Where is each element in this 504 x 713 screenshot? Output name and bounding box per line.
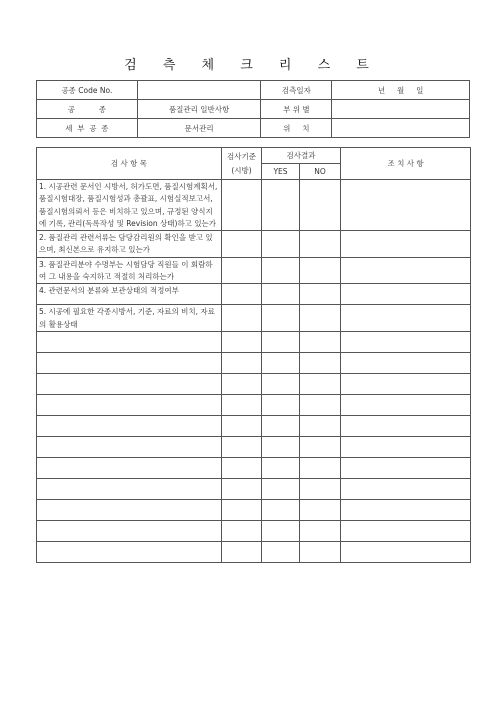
location-value[interactable]	[332, 119, 470, 138]
table-row	[37, 257, 471, 284]
criteria-cell[interactable]	[222, 415, 262, 436]
criteria-column-header	[222, 148, 262, 180]
yes-cell[interactable]	[262, 305, 300, 332]
inspection-item-5: 5. 시공에 필요한 각종시방서, 기준, 자료의 비치, 자료의 활용상태	[37, 305, 222, 332]
action-cell[interactable]	[341, 499, 471, 520]
inspection-item-3: 3. 품질관리분야 수명부는 시험담당 직원들 이 회람하여 그 내용을 숙지하고 적절히 처리하는가	[37, 257, 222, 284]
action-cell[interactable]	[341, 305, 471, 332]
criteria-cell[interactable]	[222, 373, 262, 394]
no-cell[interactable]	[300, 457, 341, 478]
yes-cell[interactable]	[262, 436, 300, 457]
item-cell[interactable]	[37, 352, 222, 373]
criteria-cell[interactable]	[222, 499, 262, 520]
page-title: 검 측 체 크 리 스 트	[124, 58, 380, 73]
criteria-cell[interactable]	[222, 180, 262, 231]
empty-row	[37, 499, 471, 520]
no-cell[interactable]	[300, 394, 341, 415]
no-cell[interactable]	[300, 331, 341, 352]
inspection-item-2: 2. 품질관리 관련서류는 담당감리원의 확인을 받고 있으며, 최신본으로 유지하고 있는가	[37, 231, 222, 258]
item-cell[interactable]	[37, 520, 222, 541]
inspection-item-4: 4. 관련문서의 분류와 보관상태의 적정여부	[37, 284, 222, 305]
action-cell[interactable]	[341, 415, 471, 436]
no-cell[interactable]	[300, 305, 341, 332]
criteria-cell[interactable]	[222, 331, 262, 352]
action-cell[interactable]	[341, 478, 471, 499]
action-cell[interactable]	[341, 231, 471, 258]
yes-cell[interactable]	[262, 520, 300, 541]
yes-cell[interactable]	[262, 499, 300, 520]
yes-cell[interactable]	[262, 352, 300, 373]
table-row	[37, 231, 471, 258]
no-cell[interactable]	[300, 180, 341, 231]
yes-cell[interactable]	[262, 373, 300, 394]
detail-value[interactable]: 문서관리	[137, 119, 261, 138]
result-column-header: 검사결과	[262, 148, 341, 164]
table-row	[37, 180, 471, 231]
criteria-cell[interactable]	[222, 541, 262, 562]
work-type-value[interactable]: 품질관리 일반사항	[137, 100, 261, 119]
yes-cell[interactable]	[262, 394, 300, 415]
yes-cell[interactable]	[262, 415, 300, 436]
action-cell[interactable]	[341, 180, 471, 231]
criteria-cell[interactable]	[222, 436, 262, 457]
criteria-cell[interactable]	[222, 305, 262, 332]
construction-code-value[interactable]	[137, 81, 261, 100]
no-cell[interactable]	[300, 373, 341, 394]
criteria-cell[interactable]	[222, 284, 262, 305]
action-cell[interactable]	[341, 373, 471, 394]
inspection-table	[36, 147, 471, 563]
empty-row	[37, 520, 471, 541]
no-cell[interactable]	[300, 499, 341, 520]
table-row	[37, 305, 471, 332]
criteria-cell[interactable]	[222, 457, 262, 478]
item-cell[interactable]	[37, 373, 222, 394]
empty-row	[37, 373, 471, 394]
yes-cell[interactable]	[262, 180, 300, 231]
action-cell[interactable]	[341, 352, 471, 373]
yes-cell[interactable]	[262, 257, 300, 284]
detail-label: 세 부 공 종	[37, 119, 138, 138]
items-column-header: 검 사 항 목	[37, 148, 222, 180]
action-cell[interactable]	[341, 284, 471, 305]
criteria-cell[interactable]	[222, 257, 262, 284]
yes-cell[interactable]	[262, 457, 300, 478]
empty-row	[37, 541, 471, 562]
item-cell[interactable]	[37, 499, 222, 520]
item-cell[interactable]	[37, 436, 222, 457]
empty-row	[37, 352, 471, 373]
action-cell[interactable]	[341, 257, 471, 284]
no-cell[interactable]	[300, 436, 341, 457]
no-cell[interactable]	[300, 257, 341, 284]
empty-row	[37, 478, 471, 499]
no-cell[interactable]	[300, 231, 341, 258]
work-type-label: 공 종	[37, 100, 138, 119]
no-cell[interactable]	[300, 520, 341, 541]
action-cell[interactable]	[341, 541, 471, 562]
no-cell[interactable]	[300, 478, 341, 499]
item-cell[interactable]	[37, 541, 222, 562]
no-cell[interactable]	[300, 284, 341, 305]
item-cell[interactable]	[37, 478, 222, 499]
action-cell[interactable]	[341, 520, 471, 541]
criteria-cell[interactable]	[222, 520, 262, 541]
part-value[interactable]	[332, 100, 470, 119]
yes-cell[interactable]	[262, 231, 300, 258]
action-cell[interactable]	[341, 331, 471, 352]
item-cell[interactable]	[37, 331, 222, 352]
item-cell[interactable]	[37, 415, 222, 436]
criteria-cell[interactable]	[222, 352, 262, 373]
construction-code-label: 공종 Code No.	[37, 81, 138, 100]
no-column-header: NO	[300, 164, 341, 180]
criteria-cell[interactable]	[222, 394, 262, 415]
table-row	[37, 284, 471, 305]
criteria-cell[interactable]	[222, 231, 262, 258]
no-cell[interactable]	[300, 352, 341, 373]
location-label: 위 치	[261, 119, 332, 138]
inspection-item-1: 1. 시공관련 문서인 시방서, 허가도면, 품질시험계획서, 품질시험대장, 품질시험성과 총괄표, 시험실적보고서, 품질시험의뢰서 등은 비치하고 있으며, 규정된 양식지에 기록, 관리(독록작성 및 Revision 상태)하고 있는가	[37, 180, 222, 231]
yes-cell[interactable]	[262, 331, 300, 352]
inspection-date-label: 검측일자	[261, 81, 332, 100]
header-table	[36, 80, 470, 138]
no-cell[interactable]	[300, 541, 341, 562]
no-cell[interactable]	[300, 415, 341, 436]
empty-row	[37, 331, 471, 352]
action-cell[interactable]	[341, 457, 471, 478]
criteria-cell[interactable]	[222, 478, 262, 499]
item-cell[interactable]	[37, 457, 222, 478]
action-column-header: 조 치 사 항	[341, 148, 471, 180]
empty-row	[37, 457, 471, 478]
inspection-date-value[interactable]: 년 월 일	[332, 81, 470, 100]
action-cell[interactable]	[341, 436, 471, 457]
part-label: 부 위 별	[261, 100, 332, 119]
criteria-line2: (시방)	[231, 165, 252, 175]
action-cell[interactable]	[341, 394, 471, 415]
yes-cell[interactable]	[262, 284, 300, 305]
yes-column-header: YES	[262, 164, 300, 180]
yes-cell[interactable]	[262, 541, 300, 562]
criteria-line1: 검사기준	[227, 151, 256, 161]
item-cell[interactable]	[37, 394, 222, 415]
empty-row	[37, 436, 471, 457]
empty-row	[37, 415, 471, 436]
empty-row	[37, 394, 471, 415]
yes-cell[interactable]	[262, 478, 300, 499]
